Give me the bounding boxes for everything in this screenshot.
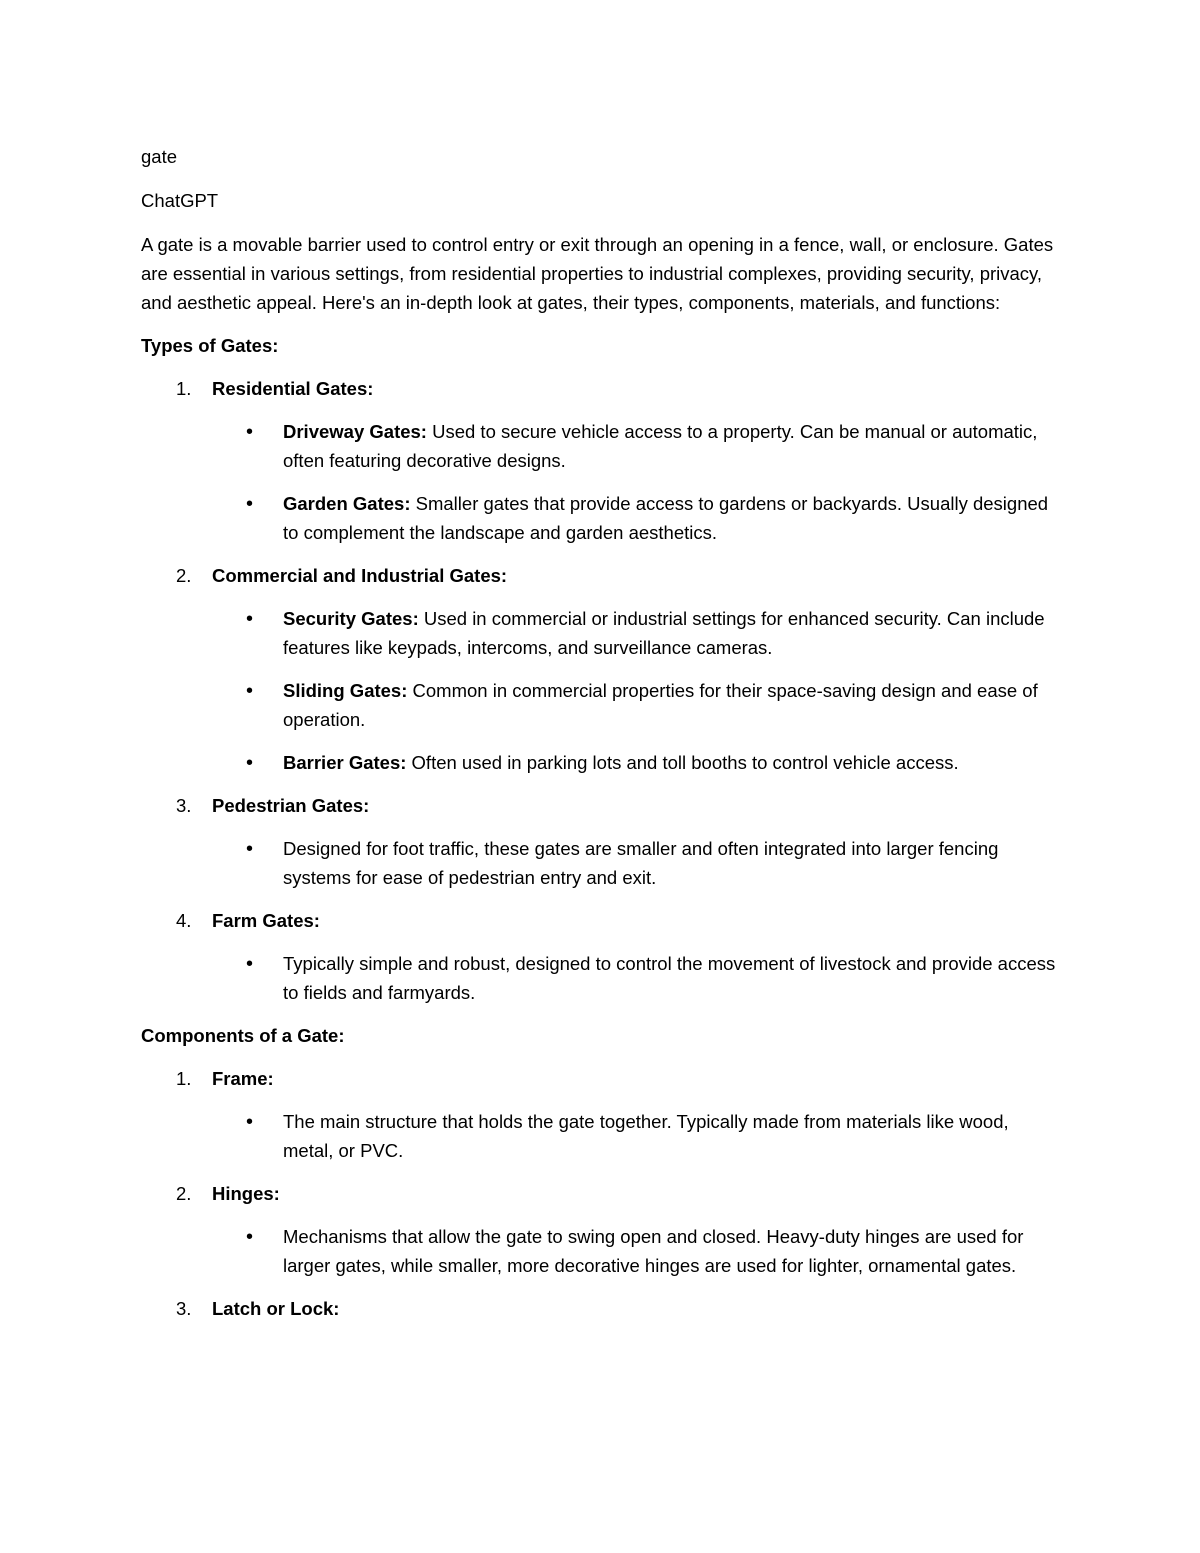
bullet-icon <box>246 489 253 519</box>
list-item-title: Frame: <box>212 1068 274 1089</box>
bullet-item <box>141 748 1061 777</box>
list-number: 2. <box>176 565 192 586</box>
bullet-item <box>141 1107 1061 1165</box>
list-item-title: Latch or Lock: <box>212 1298 340 1319</box>
title-line: gate <box>141 146 178 167</box>
bullet-text: Often used in parking lots and toll booths to control vehicle access. <box>406 752 959 773</box>
bullet-icon <box>246 748 253 778</box>
bullet-icon <box>246 949 253 979</box>
list-item-title: Hinges: <box>212 1183 280 1204</box>
bullet-text: Used to secure vehicle access to a property. Can be manual or automatic, often featuring decorative designs. <box>283 421 1038 471</box>
bullet-text: The main structure that holds the gate together. Typically made from materials like wood, metal, or PVC. <box>283 1111 1009 1161</box>
bullet-item <box>141 417 1061 475</box>
components-heading: Components of a Gate: <box>141 1025 345 1046</box>
document-page <box>141 142 1061 1323</box>
types-list <box>141 360 1061 1007</box>
bullet-item <box>141 604 1061 662</box>
numbered-item <box>141 1294 1061 1323</box>
bullet-text: Used in commercial or industrial settings for enhanced security. Can include features like keypads, intercoms, and surveillance cameras. <box>283 608 1045 658</box>
list-number: 3. <box>176 795 192 816</box>
list-item-title: Pedestrian Gates: <box>212 795 370 816</box>
bullet-icon <box>246 1222 253 1252</box>
list-number: 1. <box>176 378 192 399</box>
list-number: 3. <box>176 1298 192 1319</box>
numbered-item <box>141 906 1061 935</box>
bullet-text: Typically simple and robust, designed to control the movement of livestock and provide access to fields and farmyards. <box>283 953 1056 1003</box>
list-item-title: Commercial and Industrial Gates: <box>212 565 508 586</box>
list-item-title: Farm Gates: <box>212 910 320 931</box>
bullet-text: Mechanisms that allow the gate to swing open and closed. Heavy-duty hinges are used for larger gates, while smaller, more decorative hinges are used for lighter, ornamental gates. <box>283 1226 1024 1276</box>
bullet-item <box>141 1222 1061 1280</box>
bullet-item <box>141 676 1061 734</box>
bullet-item <box>141 489 1061 547</box>
bullet-label: Garden Gates: <box>283 493 411 514</box>
bullet-label: Driveway Gates: <box>283 421 427 442</box>
bullet-text: Smaller gates that provide access to gardens or backyards. Usually designed to complement the landscape and garden aesthetics. <box>283 493 1049 543</box>
intro-paragraph: A gate is a movable barrier used to control entry or exit through an opening in a fence, wall, or enclosure. Gates are essential in various settings, from residential properties to industrial complexes, providing security, privacy, and aesthetic appeal. Here's an in-depth look at gates, their types, components, materials, and functions: <box>141 234 1054 313</box>
bullet-item <box>141 834 1061 892</box>
numbered-item <box>141 561 1061 590</box>
bullet-icon <box>246 1107 253 1137</box>
bullet-text: Common in commercial properties for their space-saving design and ease of operation. <box>283 680 1038 730</box>
numbered-item <box>141 374 1061 403</box>
bullet-label: Barrier Gates: <box>283 752 407 773</box>
numbered-item <box>141 1064 1061 1093</box>
bullet-text: Designed for foot traffic, these gates are smaller and often integrated into larger fencing systems for ease of pedestrian entry and exit. <box>283 838 999 888</box>
list-item-title: Residential Gates: <box>212 378 374 399</box>
list-number: 1. <box>176 1068 192 1089</box>
bullet-icon <box>246 834 253 864</box>
numbered-item <box>141 1179 1061 1208</box>
bullet-icon <box>246 604 253 634</box>
bullet-item <box>141 949 1061 1007</box>
bullet-label: Sliding Gates: <box>283 680 408 701</box>
bullet-icon <box>246 417 253 447</box>
author-line: ChatGPT <box>141 190 219 211</box>
bullet-icon <box>246 676 253 706</box>
components-list <box>141 1050 1061 1323</box>
list-number: 4. <box>176 910 192 931</box>
list-number: 2. <box>176 1183 192 1204</box>
numbered-item <box>141 791 1061 820</box>
bullet-label: Security Gates: <box>283 608 419 629</box>
types-heading: Types of Gates: <box>141 335 279 356</box>
